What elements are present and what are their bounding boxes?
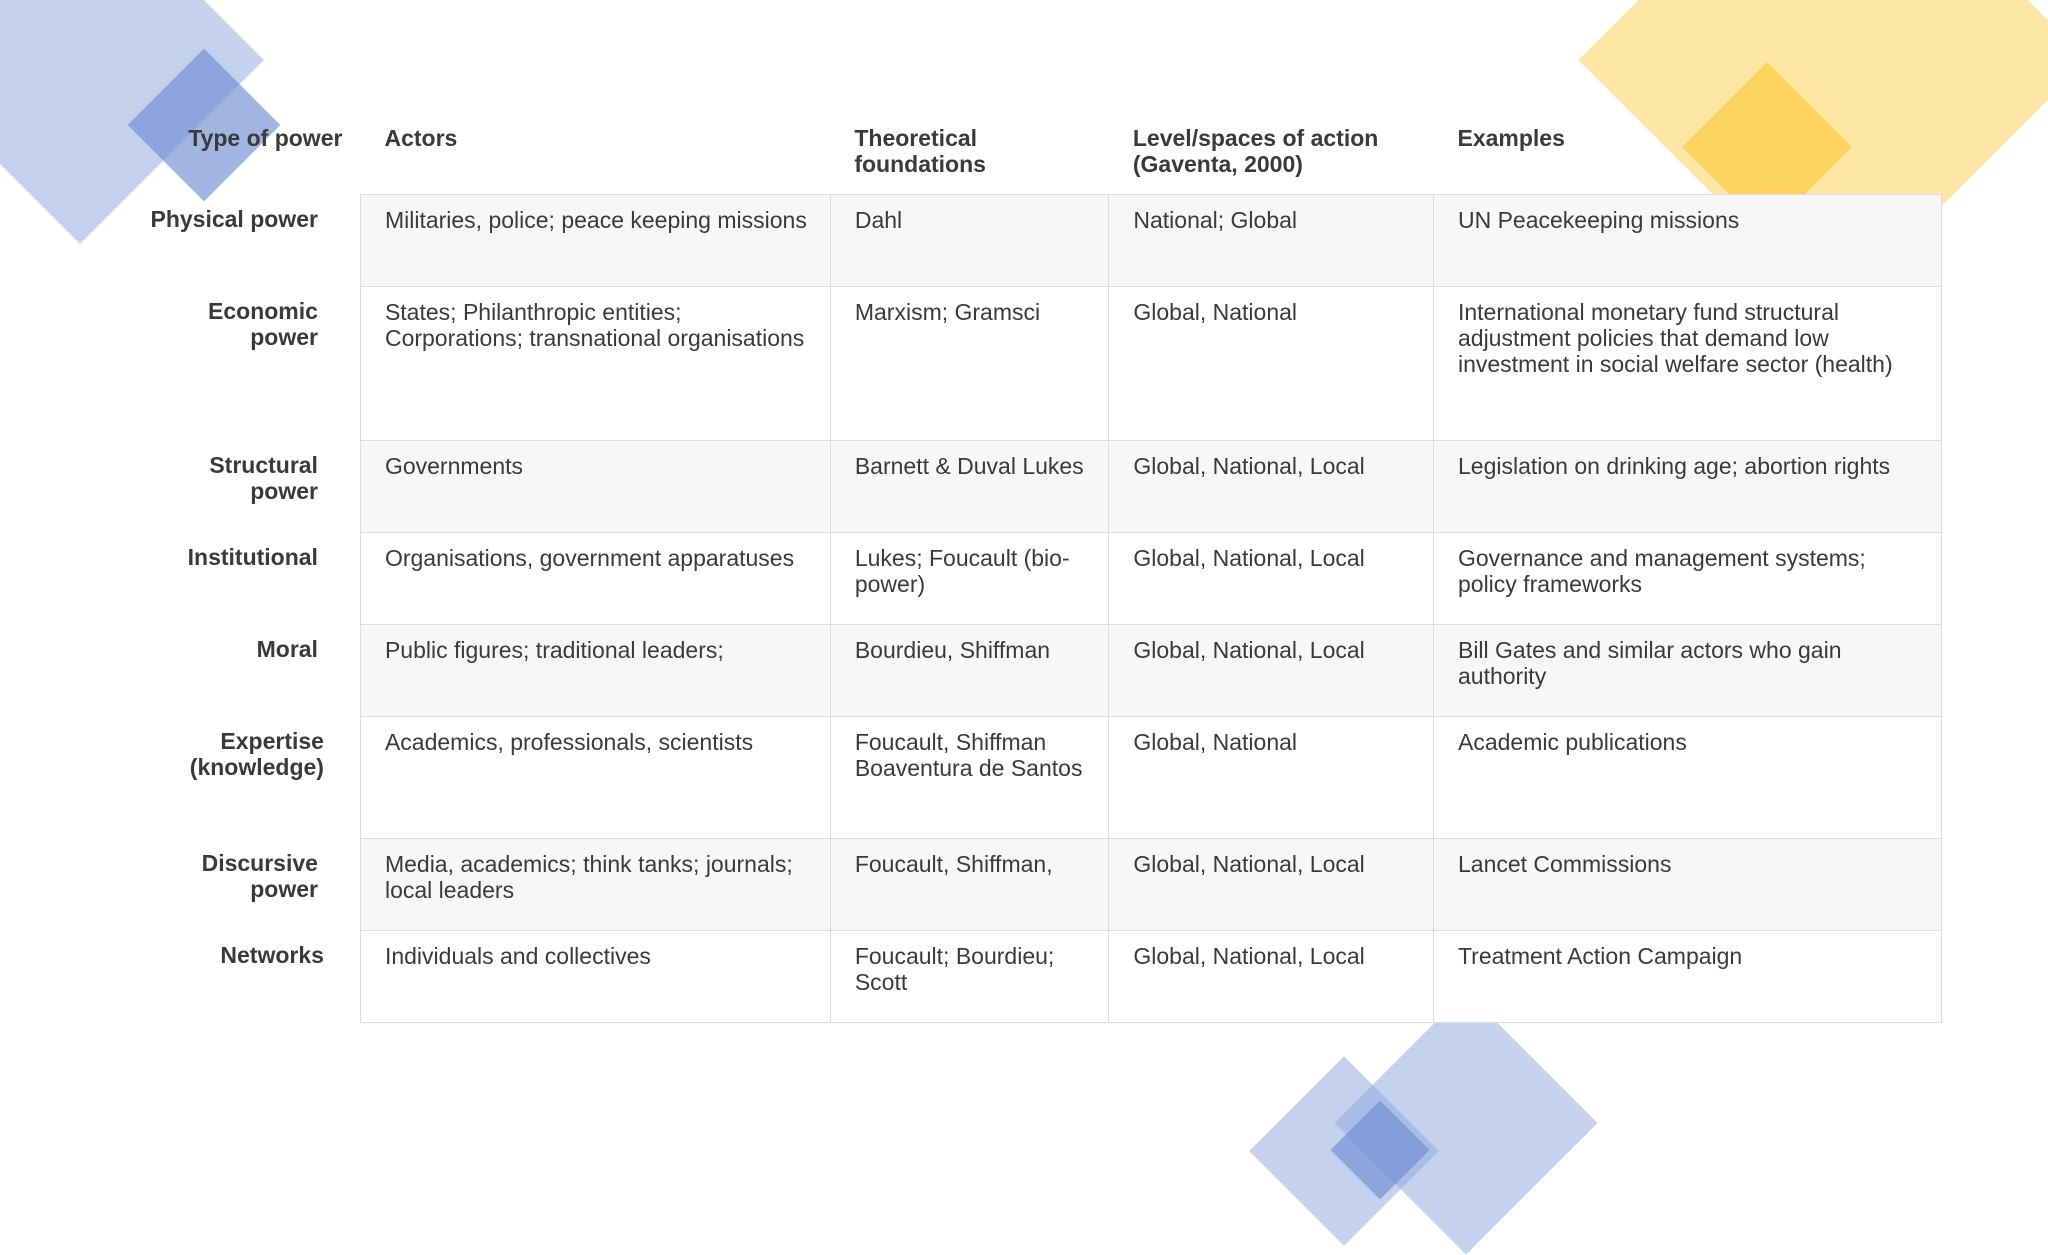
cell-theoretical-foundations: Barnett & Duval Lukes xyxy=(830,440,1109,532)
table-row xyxy=(122,930,1942,1022)
table-row xyxy=(122,838,1942,930)
table-header-row xyxy=(122,112,1942,194)
cell-actors: Individuals and collectives xyxy=(360,930,830,1022)
header-theoretical-foundations: Theoretical foundations xyxy=(854,125,986,177)
cell-examples: Academic publications xyxy=(1433,716,1941,838)
table-row xyxy=(122,624,1942,716)
cell-theoretical-foundations: Foucault, Shiffman, xyxy=(830,838,1109,930)
cell-actors: States; Philanthropic entities; Corporations; transnational organisations xyxy=(360,286,830,440)
row-header-type: Economic power xyxy=(208,298,318,350)
cell-level: Global, National, Local xyxy=(1109,930,1434,1022)
cell-examples: International monetary fund structural adjustment policies that demand low investment in social welfare sector (health) xyxy=(1433,286,1941,440)
cell-level: Global, National, Local xyxy=(1109,532,1434,624)
cell-level: Global, National xyxy=(1109,286,1434,440)
cell-theoretical-foundations: Bourdieu, Shiffman xyxy=(830,624,1109,716)
power-types-table xyxy=(122,112,1942,1023)
table-row xyxy=(122,194,1942,286)
cell-actors: Academics, professionals, scientists xyxy=(360,716,830,838)
table-row xyxy=(122,440,1942,532)
cell-examples: Treatment Action Campaign xyxy=(1433,930,1941,1022)
row-header-type: Discursive power xyxy=(201,850,318,902)
cell-level: Global, National xyxy=(1109,716,1434,838)
cell-actors: Media, academics; think tanks; journals; local leaders xyxy=(360,838,830,930)
cell-level: Global, National, Local xyxy=(1109,624,1434,716)
row-header-type: Networks xyxy=(220,942,324,968)
cell-theoretical-foundations: Foucault; Bourdieu; Scott xyxy=(830,930,1109,1022)
cell-actors: Public figures; traditional leaders; xyxy=(360,624,830,716)
cell-theoretical-foundations: Dahl xyxy=(830,194,1109,286)
cell-actors: Militaries, police; peace keeping missions xyxy=(360,194,830,286)
cell-theoretical-foundations: Foucault, Shiffman Boaventura de Santos xyxy=(830,716,1109,838)
row-header-type: Structural power xyxy=(209,452,318,504)
power-table-container xyxy=(122,112,1942,1023)
cell-examples: UN Peacekeeping missions xyxy=(1433,194,1941,286)
cell-actors: Governments xyxy=(360,440,830,532)
row-header-type: Physical power xyxy=(150,206,318,232)
cell-examples: Legislation on drinking age; abortion rights xyxy=(1433,440,1941,532)
cell-level: National; Global xyxy=(1109,194,1434,286)
row-header-type: Expertise (knowledge) xyxy=(189,728,324,780)
cell-actors: Organisations, government apparatuses xyxy=(360,532,830,624)
cell-level: Global, National, Local xyxy=(1109,440,1434,532)
table-row xyxy=(122,716,1942,838)
cell-theoretical-foundations: Lukes; Foucault (bio-power) xyxy=(830,532,1109,624)
header-level-spaces-of-action: Level/spaces of action (Gaventa, 2000) xyxy=(1132,125,1379,177)
cell-examples: Lancet Commissions xyxy=(1433,838,1941,930)
row-header-type: Moral xyxy=(256,636,318,662)
cell-level: Global, National, Local xyxy=(1109,838,1434,930)
table-row xyxy=(122,286,1942,440)
table-row xyxy=(122,532,1942,624)
header-examples: Examples xyxy=(1457,125,1565,151)
row-header-type: Institutional xyxy=(187,544,318,570)
cell-theoretical-foundations: Marxism; Gramsci xyxy=(830,286,1109,440)
header-actors: Actors xyxy=(384,125,458,151)
header-type-of-power: Type of power xyxy=(188,125,343,151)
cell-examples: Governance and management systems; policy frameworks xyxy=(1433,532,1941,624)
cell-examples: Bill Gates and similar actors who gain authority xyxy=(1433,624,1941,716)
